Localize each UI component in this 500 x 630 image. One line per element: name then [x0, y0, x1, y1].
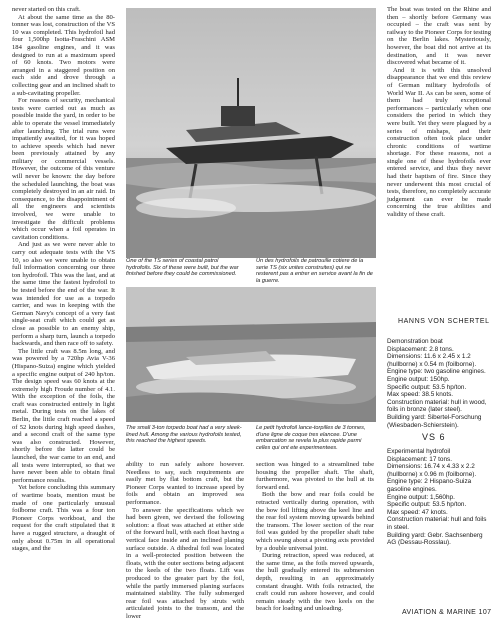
spec2-line: Specific output: 53.5 hp/ton. [387, 501, 467, 509]
spec2-line: Max speed: 47 knots. [387, 508, 448, 516]
spec1-line: Building yard: Sibertel-Forschung (Wiesbaden-Schierstein). [387, 413, 482, 429]
top-photo-caption-fr: Un des hydrofoils de patrouille cotiere de la serie TS (six unites construites) qui ne resterent pas a entrer en service avant la fin de la guerre. [256, 258, 373, 284]
col1-paragraph: The little craft was 8.5m long, and was powered by a 720hp Avia V-36 (Hispano-Suiza) engine which yielded a specific engine output of 240 hp/ton. The design speed was 60 knots at the extremely high Froude number of 4.1. With the exception of the foils, the craft was constructed entirely in light metal. During tests on the lakes of Berlin, the little craft reached a speed of 52 knots during high speed dashes, and a second craft of the same type was also constructed. However, shortly before the latter could be launched, the war came to an end, and all tests were interrupted, so that we have never been able to obtain final performance results. [12, 347, 115, 484]
torpedo-boat-image [126, 287, 376, 422]
ts-hydrofoil-image [126, 8, 376, 258]
spec-block-demonstration [387, 338, 491, 429]
spec1-line: Max speed: 38.5 knots. [387, 391, 454, 399]
column-1 [12, 6, 115, 553]
spec1-line: Specific output: 53.5 hp/ton. [387, 383, 467, 391]
spec1-line: Demonstration boat [387, 338, 443, 345]
col1-paragraph: Yet before concluding this summary of wartime boats, mention must be made of one particularly unusual foilborne craft. This was a four ton Pioneer Corps workboat, and the request for the craft stipulated that it have a rugged structure, a draught of only about 0.75m in all operational stages, and the [12, 484, 115, 553]
page-footer: AVIATION & MARINE 107 [402, 609, 492, 616]
spec2-line: Displacement: 17 tons. [387, 455, 453, 463]
column-4 [387, 6, 491, 219]
photo-torpedo-boat [126, 287, 376, 422]
photo-ts-patrol-hydrofoil [126, 8, 376, 258]
col3-paragraph: Both the bow and rear foils could be retracted vertically during operation, with the bow foil lifting above the keel line and the rear foil system moving upwards behind the transom. The lower section of the rear foil was guided by the propeller shaft tube which swung about a pivoting axis provided by a double universal joint. [256, 491, 374, 552]
spec2-line: Construction material: hull and foils in steel. [387, 516, 487, 531]
col2-paragraph: ability to run safely ashore however. Needless to say, such requirements are easily met by flat bottom craft, but the Pioneer Corps wanted to increase speed by foils and obtain an improved sea performance. [126, 461, 244, 506]
col3-paragraph: During retraction, speed was reduced, at the same time, as the foils moved upwards, the hull gradually entered its submersion depth, resulting in an approximately constant draught. With foils retracted, the craft could run ashore however, and could remain steady with the two keels on the beach for loading and unloading. [256, 552, 374, 613]
bottom-photo-caption-en: The small 3-ton torpedo boat had a very sleek-lined hull. Among the various hydrofoils tested, this reached the highest speeds. [126, 425, 242, 445]
spec2-line: Engine type: 2 Hispano-Suiza gasoline engines. [387, 478, 472, 493]
spec1-line: Dimensions: 11.6 x 2.45 x 1.2 (hullborne) x 0.54 m (foilborne). [387, 353, 477, 368]
col4-paragraph: And it is with this unsolved disappearance that we end this review of German military hydrofoils of World War II. As can be seen, some of them had truly exceptional performances – particularly when one considers the period in which they were built. Yet they were plagued by a series of mishaps, and their construction often took place under chronic conditions of wartime shortage. For these reasons, not a single one of these hydrofoils ever entered service, and thus they never had their baptism of fire. Since they never underwent this most crucial of tests, therefore, no completely accurate judgement can ever be made concerning the true abilities and validity of these craft. [387, 66, 491, 219]
column-2 [126, 461, 244, 620]
col4-paragraph: The boat was tested on the Rhine and then – shortly before Germany was occupied – the craft was sent by railway to the Pioneer Corps for testing on the Berlin lakes. Mysteriously, however, the boat did not arrive at its destination, and it was never discovered what became of it. [387, 6, 492, 67]
spec1-line: Engine type: two gasoline engines. [387, 368, 486, 376]
spec2-line: Engine output: 1,560hp. [387, 493, 455, 501]
spec1-line: Engine output: 150hp. [387, 375, 450, 383]
author-signature: HANNS VON SCHERTEL [398, 318, 490, 325]
bottom-photo-caption-fr: Le petit hydrofoil lance-torpilles de 3 tonnes, d'une ligne de coque tres elancee. D'une embarcation se revela la plus rapide parmi celles qui ont ete experimentees. [256, 425, 366, 451]
spec1-line: Construction material: hull in wood, foils in bronze (later steel). [387, 398, 487, 414]
col1-paragraph: For reasons of security, mechanical tests were carried out as much as possible inside the yard, in order to be able to operate the vessel immediately after launching. The trial runs were impatiently awaited, for it was hoped to achieve speeds which had never been previously attained by any military or commercial vessels. However, the outcome of this venture will never be known: the day before the scheduled launching, the boat was completely destroyed in an air raid. In consequence, to the disappointment of all the engineers and scientists involved, we were unable to investigate the difficult problems which occur when a foil operates in cavitation conditions. [12, 97, 115, 241]
top-photo-caption-en: One of the TS series of coastal patrol hydrofoils. Six of these were built, but the war finished before they could be commissioned. [126, 258, 239, 278]
spec1-line: Displacement: 2.8 tons. [387, 345, 454, 353]
col2-paragraph: To answer the specifications which we had been given, we devised the following solution: a float was attached at either side of the forward hull, with each float having a vertical face inside and an inclined planing surface outside. A dihedral foil was located in a well-protected position between the floats, with the outer sections being adjacent to the keels of the two floats. Lift was produced to the greater part by the foil, while the partly immersed planing surfaces maintained stability. The fully submerged rear foil was attached by struts with articulated joints to the transom, and the lower [126, 506, 244, 620]
column-3 [256, 461, 374, 613]
col3-paragraph: section was hinged to a streamlined tube housing the propeller shaft. The shaft, furthermore, was pivoted to the hull at its forward end. [256, 461, 374, 491]
col1-paragraph: At about the same time as the 80-tonner was lost, construction of the VS 10 was completed. This hydrofoil had four 1,500hp Isotta-Fraschini ASM 184 gasoline engines, and it was designed to run at a maximum speed of 60 knots. Two motors were arranged in a staggered position on each side and drove through a collecting gear and an inclined shaft to a sub-cavitating propeller. [12, 13, 115, 97]
spec2-line: Experimental hydrofoil [387, 448, 451, 455]
spec2-line: Building yard: Gebr. Sachsenberg AG (Dessau-Rosslau). [387, 531, 483, 547]
col1-paragraph: And just as we were never able to carry out adequate tests with the VS 10, so also we were unable to obtain full information concerning our three ton hydrofoil. This was the last, and at the same time the fastest hydrofoil to be tested before the end of the war. It was intended for use as a torpedo carrier, and was in keeping with the German Navy's concept of a very fast single-seat craft which could get as close as possible to an enemy ship, perform a sharp turn, launch a torpedo backwards, and then race off to safety. [12, 241, 115, 348]
spec-block-vs6 [387, 448, 491, 547]
spec-title-vs6: VS 6 [422, 432, 446, 442]
spec2-line: Dimensions: 16.74 x 4.33 x 2.2 (hullborne) x 0.96 m (foilborne). [387, 463, 477, 478]
col1-paragraph: never started on this craft. [12, 6, 81, 13]
